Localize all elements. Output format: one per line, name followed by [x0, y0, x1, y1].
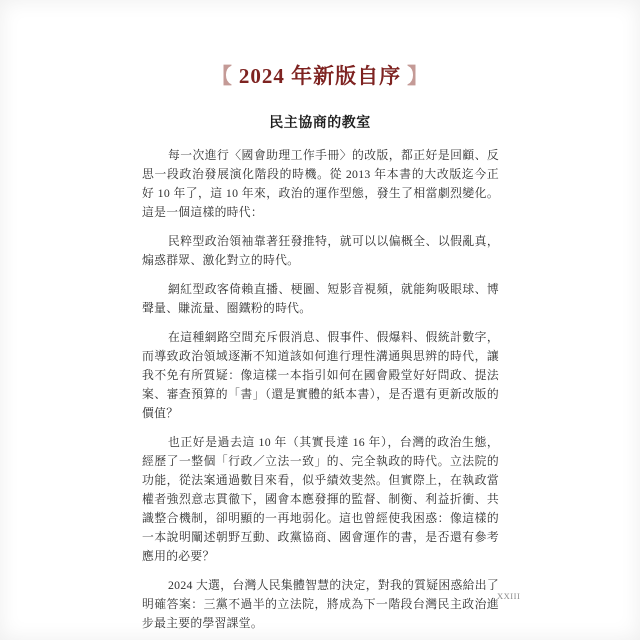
page-number: XXIII	[497, 591, 521, 601]
page-title	[0, 60, 640, 90]
title-bracket-left: 【	[210, 64, 233, 88]
paragraph: 每一次進行〈國會助理工作手冊〉的改版，都正好是回顧、反思一段政治發展演化階段的時機。從 2013 年本書的大改版迄今正好 10 年了，這 10 年來，政治的運作型態，發生了相當劇烈變化。這是一個這樣的時代：	[142, 148, 499, 219]
paragraph: 2024 大選，台灣人民集體智慧的決定，對我的質疑困惑給出了明確答案：三黨不過半的立法院，將成為下一階段台灣民主政治進步最主要的學習課堂。	[142, 578, 499, 630]
section-subtitle: 民主協商的教室	[269, 116, 371, 131]
paragraph: 也正好是過去這 10 年（其實長達 16 年），台灣的政治生態，經歷了一整個「行政／立法一致」的、完全執政的時代。立法院的功能，從法案通過數目來看，似乎績效斐然。但實際上，在執政當權者強烈意志貫徹下，國會本應發揮的監督、制衡、利益折衝、共識整合機制，卻明顯的一再地弱化。這也曾經使我困惑：像這樣的一本說明闡述朝野互動、政黨協商、國會運作的書，是否還有參考應用的必要？	[142, 435, 499, 563]
title-bracket-right: 】	[407, 64, 430, 88]
body-text	[142, 146, 499, 640]
paragraph: 網紅型政客倚賴直播、梗圖、短影音視頻，就能夠吸眼球、博聲量、賺流量、圈鐵粉的時代。	[142, 282, 499, 315]
title-text: 2024 年新版自序	[238, 64, 402, 88]
paragraph: 民粹型政治領袖靠著狂發推特，就可以以偏概全、以假亂真，煽惑群眾、激化對立的時代。	[142, 234, 499, 267]
paragraph: 在這種網路空間充斥假消息、假事件、假爆料、假統計數字，而導致政治領域逐漸不知道該如何進行理性溝通與思辨的時代，讓我不免有所質疑：像這樣一本指引如何在國會殿堂好好問政、提法案、審查預算的「書」（還是實體的紙本書），是否還有更新改版的價值？	[142, 330, 499, 420]
